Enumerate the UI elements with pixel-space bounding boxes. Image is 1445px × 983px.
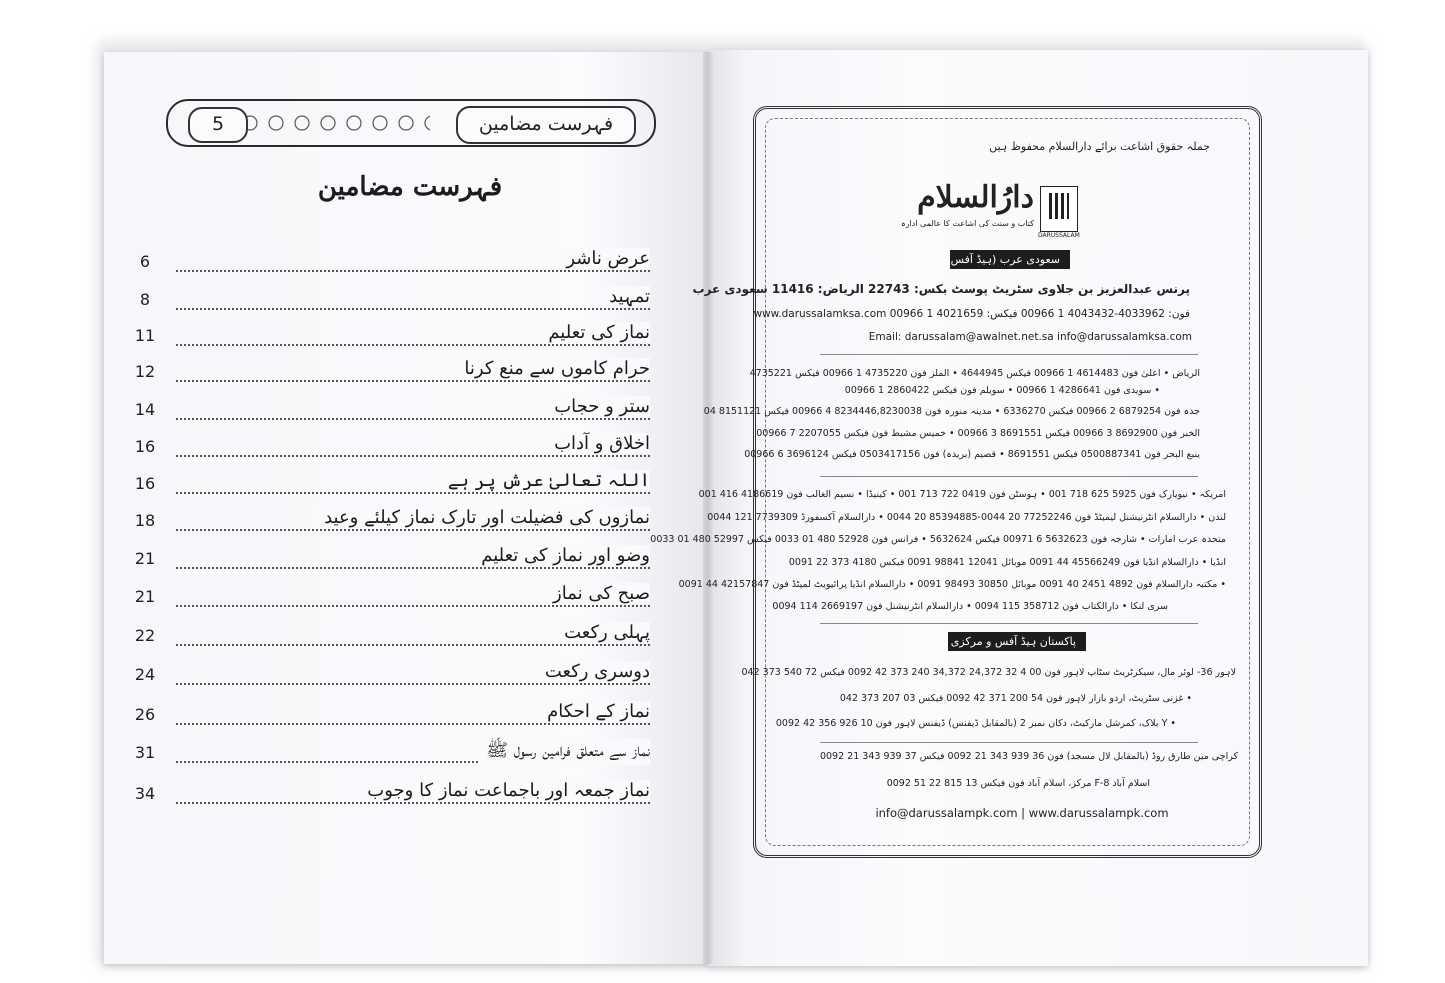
pakistan-branch-line: کراچی مین طارق روڈ (بالمقابل لال مسجد) فون 36 939 343 21 0092 فیکس 37 939 343 21 0092 (819, 751, 1238, 762)
saudi-branch-line: الخبر فون 8692900 3 00966 فیکس 8691551 3 00966 • خمیس مشیط فون فیکس 2207055 7 00966 (756, 428, 1200, 439)
toc-entry (110, 661, 650, 695)
saudi-branch-line: ینبع البحر فون 0500887341 فیکس 8691551 • قصیم (بریدہ) فون 0503417156 فیکس 3696124 6 00966 (744, 449, 1200, 460)
toc-page: 11 (134, 326, 156, 345)
logo-word: DARUSSALAM (1038, 232, 1080, 239)
intl-branch-line: انڈیا • دارالسلام انڈیا فون 45566249 44 0091 موبائل 12041 98841 0091 فیکس 4180 373 22 0091 (788, 557, 1226, 568)
toc-entry (110, 739, 650, 773)
toc-entry (110, 433, 650, 467)
toc-title: پہلی رکعت (558, 622, 650, 643)
saudi-phone: فون: 4033962-4043432 1 00966 فیکس: 4021659 1 00966 www.darussalamksa.com (753, 308, 1190, 320)
toc-title: وضو اور نماز کی تعلیم (475, 545, 650, 566)
pakistan-branch-line: • Y بلاک، کمرشل مارکیٹ، دکان نمبر 2 (بالمقابل ڈیفنس) ڈیفنس لاہور فون 10 926 356 42 0092 (775, 718, 1176, 729)
saudi-address: پرنس عبدالعزیز بن جلاوی سٹریٹ پوسٹ بکس: 22743 الریاض: 11416 سعودی عرب (692, 282, 1190, 296)
toc-title: نماز کے احکام (541, 701, 650, 722)
brand-name: دارُالسلام (917, 180, 1034, 215)
divider (820, 623, 1198, 624)
toc-title: ستر و حجاب (548, 396, 650, 417)
divider (820, 742, 1198, 743)
toc-page: 16 (134, 437, 156, 456)
toc-page: 24 (134, 665, 156, 684)
brand-tagline: کتاب و سنت کی اشاعت کا عالمی ادارہ (900, 219, 1034, 228)
toc-title: تمہید (603, 286, 650, 307)
toc-page: 22 (134, 626, 156, 645)
toc-title: نمازوں کی فضیلت اور تارک نماز کیلئے وعید (318, 507, 650, 528)
toc-page: 34 (134, 784, 156, 803)
toc-title: عرض ناشر (560, 248, 650, 269)
toc-entry (110, 396, 650, 430)
toc-title: اخلاق و آداب (548, 433, 650, 454)
toc-page: 12 (134, 362, 156, 381)
toc-entry (110, 358, 650, 392)
toc-entry (110, 322, 650, 356)
toc-page: 16 (134, 474, 156, 493)
toc-title: دوسری رکعت (539, 661, 650, 682)
page-number: 5 (188, 107, 248, 143)
toc-title: اللہ تعالیٰ عرش پر ہے (442, 470, 650, 491)
divider (820, 476, 1198, 477)
toc-entry (110, 545, 650, 579)
intl-branch-line: امریکہ • نیویارک فون 5925 625 718 001 • ہوسٹن فون 0419 722 713 001 • کینیڈا • نسیم الغالب فون 4186619 416 001 (698, 489, 1226, 500)
toc-title: نماز جمعہ اور باجماعت نماز کا وجوب (361, 780, 650, 801)
toc-page: 8 (139, 290, 151, 309)
pakistan-contact: info@darussalampk.com | www.darussalampk.com (875, 806, 1169, 820)
saudi-branch-line: الریاض • اعلیٰ فون 4614483 1 00966 فیکس 4644945 • الملز فون 4735220 1 00966 فیکس 4735221 (749, 368, 1200, 379)
toc-page: 18 (134, 511, 156, 530)
ornament-pattern (238, 110, 430, 136)
toc-page: 21 (134, 549, 156, 568)
toc-entry (110, 470, 650, 504)
darussalam-logo-icon (1040, 186, 1078, 232)
toc-entry (110, 780, 650, 814)
toc-entry (110, 507, 650, 541)
toc-title: نماز سے متعلق فرامین رسول ﷺ (480, 739, 650, 765)
saudi-email: Email: darussalam@awalnet.net.sa info@darussalamksa.com (868, 331, 1192, 343)
toc-entry (110, 622, 650, 656)
toc-page: 31 (134, 743, 156, 762)
saudi-banner: سعودی عرب (ہیڈ آفس) (950, 250, 1070, 269)
toc-heading: فہرست مضامین (317, 172, 503, 202)
running-header-title: فہرست مضامین (456, 106, 636, 144)
pakistan-banner: پاکستان ہیڈ آفس و مرکزی شوروم (948, 632, 1086, 651)
copyright-line: جملہ حقوق اشاعت برائے دارالسلام محفوظ ہیں (989, 140, 1210, 153)
pakistan-branch-line: لاہور 36- لوئر مال، سیکرٹریٹ سٹاپ لاہور فون 00 4 32 24,372 34,372 240 373 42 0092 فیکس 72 540 373 042 (741, 667, 1236, 678)
toc-page: 26 (134, 705, 156, 724)
toc-entry (110, 583, 650, 617)
pakistan-branch-line: اسلام آباد F-8 مرکز، اسلام آباد فون فیکس 13 815 22 51 0092 (886, 778, 1150, 789)
toc-title: صبح کی نماز (547, 583, 650, 604)
intl-branch-line: متحدہ عرب امارات • شارجہ فون 5632623 6 00971 فیکس 5632624 • فرانس فون 52928 480 01 0033 فیکس 52997 480 01 0033 (650, 534, 1226, 545)
toc-page: 21 (134, 587, 156, 606)
toc-title: نماز کی تعلیم (542, 322, 650, 343)
toc-entry (110, 286, 650, 320)
toc-title: حرام کاموں سے منع کرنا (458, 358, 650, 379)
toc-page: 14 (134, 400, 156, 419)
intl-branch-line: سری لنکا • دارالکتاب فون 358712 115 0094 • دارالسلام انٹرنیشنل فون 2669197 114 0094 (772, 601, 1168, 612)
toc-entry (110, 701, 650, 735)
saudi-branch-line: • سویدی فون 4286641 1 00966 • سویلم فون فیکس 2860422 1 00966 (844, 385, 1160, 396)
divider (820, 354, 1198, 355)
intl-branch-line: • مکتبہ دارالسلام فون 4892 2451 40 0091 موبائل 30850 98493 0091 • دارالسلام انڈیا پرائیویٹ لمیٹڈ فون 42157847 44 0091 (678, 579, 1226, 590)
saudi-branch-line: جدہ فون 6879254 2 00966 فیکس 6336270 • مدینہ منورہ فون 8234446,8230038 4 00966 فیکس 8151121 04 (703, 406, 1200, 417)
intl-branch-line: لندن • دارالسلام انٹرنیشنل لیمیٹڈ فون 77252246 20 0044-85394885 20 0044 • دارالسلام آکسفورڈ 7739309 121 0044 (707, 512, 1226, 523)
pakistan-branch-line: • غزنی سٹریٹ، اردو بازار لاہور فون 54 200 371 42 0092 فیکس 03 207 373 042 (839, 693, 1192, 704)
toc-page: 6 (139, 252, 151, 271)
toc-entry (110, 248, 650, 282)
book-spine (703, 52, 713, 964)
